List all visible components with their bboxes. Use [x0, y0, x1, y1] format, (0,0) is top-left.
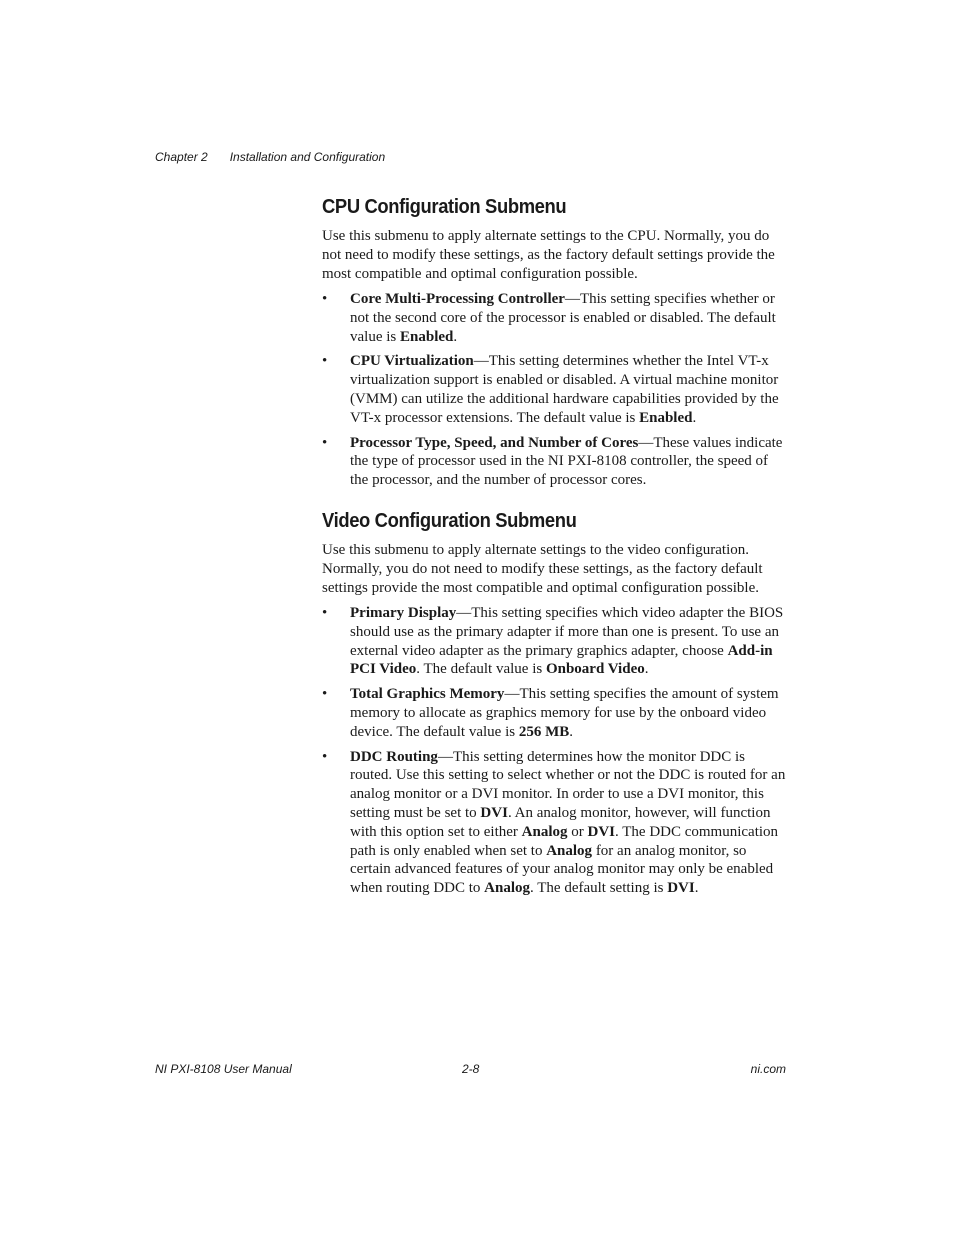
section-label: Installation and Configuration — [229, 150, 386, 164]
setting-description: —This setting specifies whether or not the second core of the processor is enabled or disabled. The default value is — [350, 291, 776, 345]
setting-description: —This setting specifies the amount of system memory to allocate as graphics memory for use by the onboard video device. The default value is — [350, 686, 779, 740]
bullet-icon: • — [322, 434, 328, 451]
setting-description: . The default value is — [416, 661, 546, 678]
setting-term: Processor Type, Speed, and Number of Cores — [350, 434, 639, 451]
setting-term: Primary Display — [350, 604, 457, 621]
list-item-cpu-virtualization — [322, 352, 787, 427]
cpu-intro: Use this submenu to apply alternate settings to the CPU. Normally, you do not need to modify these settings, as the factory default settings provide the most compatible and optimal configuration possible. — [322, 228, 775, 282]
default-value: Enabled — [639, 409, 693, 426]
setting-description: —These values indicate the type of processor used in the NI PXI-8108 controller, the speed of the processor, and the number of processor cores. — [350, 434, 783, 489]
bullet-icon: • — [322, 353, 328, 370]
option-value: Analog — [521, 823, 568, 840]
option-value: DVI — [587, 823, 616, 840]
chapter-label: Chapter 2 — [155, 150, 208, 164]
option-value: Analog — [484, 880, 531, 897]
punctuation: . — [644, 661, 649, 678]
setting-description: —This setting determines how the monitor DDC is routed. Use this setting to select whether or not the DDC is routed for an analog monitor or a DVI monitor. In order to use a DVI monitor, this setting must be set to — [350, 748, 786, 821]
page-content — [322, 196, 787, 904]
footer-manual-title: NI PXI-8108 User Manual — [155, 1062, 292, 1076]
setting-description: —This setting specifies which video adapter the BIOS should use as the primary adapter if more than one is present. To use an external video adapter as the primary graphics adapter, choose — [350, 604, 784, 659]
footer-page-number: 2-8 — [462, 1062, 480, 1076]
bullet-icon: • — [322, 604, 328, 621]
setting-description: or — [567, 823, 588, 840]
footer-website: ni.com — [750, 1062, 786, 1076]
list-item-core-multi-processing — [322, 290, 787, 346]
setting-term: CPU Virtualization — [350, 353, 474, 370]
option-value: DVI — [480, 804, 508, 821]
setting-description: —This setting determines whether the Intel VT-x virtualization support is enabled or disabled. A virtual machine monitor (VMM) can utilize the additional hardware capabilities provided by the VT-x processor extensions. The default value is — [350, 353, 779, 426]
punctuation: . — [569, 723, 573, 740]
default-value: 256 MB — [518, 723, 570, 740]
punctuation: . — [453, 328, 458, 345]
cpu-heading: CPU Configuration Submenu — [322, 196, 567, 218]
list-item-ddc-routing — [322, 748, 787, 898]
video-intro: Use this submenu to apply alternate settings to the video configuration. Normally, you do not need to modify these settings, as the factory default settings provide the most compatible and optimal configuration possible. — [322, 541, 763, 596]
setting-description: for an analog monitor, so certain advanced features of your analog monitor may only be enabled when routing DDC to — [350, 842, 774, 897]
running-header — [155, 150, 385, 164]
option-value: Analog — [546, 842, 593, 859]
video-heading: Video Configuration Submenu — [322, 509, 577, 532]
list-item-total-graphics-memory — [322, 685, 787, 741]
setting-description: . The default setting is — [530, 880, 668, 897]
setting-term: DDC Routing — [350, 748, 438, 765]
setting-term: Total Graphics Memory — [350, 686, 505, 703]
setting-description: . An analog monitor, however, will function with this option set to either — [350, 804, 771, 840]
option-value: Add-in PCI Video — [350, 642, 773, 678]
cpu-settings-list — [322, 290, 787, 490]
bullet-icon: • — [322, 748, 328, 765]
default-value: DVI — [667, 880, 695, 897]
bullet-icon: • — [322, 686, 328, 703]
punctuation: . — [692, 409, 697, 426]
list-item-processor-type — [322, 434, 787, 490]
list-item-primary-display — [322, 604, 787, 679]
setting-description: . The DDC communication path is only enabled when set to — [350, 823, 779, 859]
default-value: Enabled — [400, 328, 454, 345]
video-settings-list — [322, 604, 787, 898]
bullet-icon: • — [322, 291, 328, 307]
default-value: Onboard Video — [545, 661, 645, 678]
punctuation: . — [694, 880, 699, 897]
setting-term: Core Multi-Processing Controller — [350, 291, 565, 307]
